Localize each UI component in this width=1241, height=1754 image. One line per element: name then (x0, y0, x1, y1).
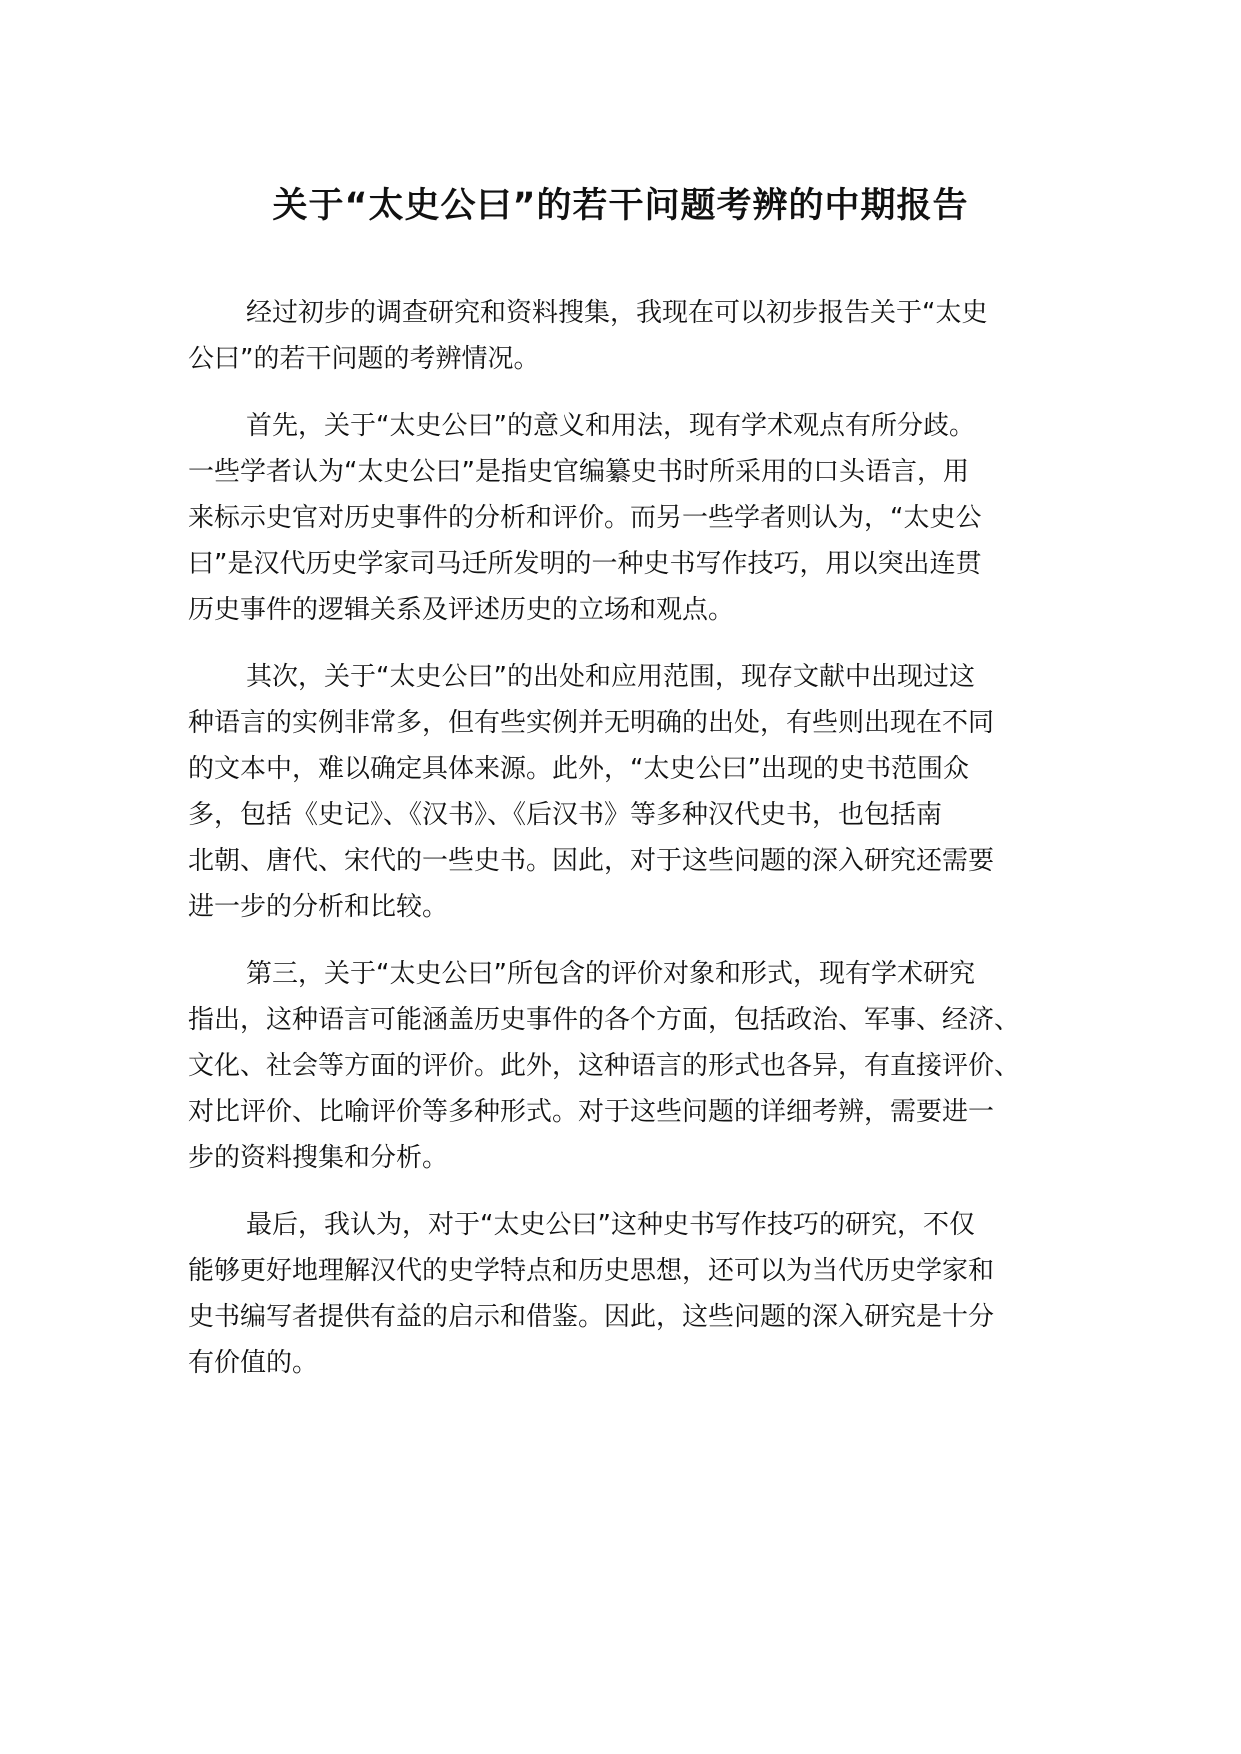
document-body (188, 290, 1076, 1407)
paragraph-line: 最后，我认为，对于“太史公曰”这种史书写作技巧的研究，不仅 (246, 1210, 975, 1240)
paragraph-line: 历史事件的逻辑关系及评述历史的立场和观点。 (188, 595, 735, 625)
document-title: 关于“太史公曰”的若干问题考辨的中期报告 (272, 186, 969, 226)
paragraph-line: 来标示史官对历史事件的分析和评价。而另一些学者则认为，“太史公 (188, 503, 982, 533)
paragraph-5 (188, 1202, 1076, 1386)
paragraph-line: 能够更好地理解汉代的史学特点和历史思想，还可以为当代历史学家和 (188, 1256, 995, 1286)
paragraph-line: 一些学者认为“太史公曰”是指史官编纂史书时所采用的口头语言，用 (188, 457, 969, 487)
paragraph-line: 步的资料搜集和分析。 (188, 1143, 449, 1173)
paragraph-2 (188, 403, 1076, 633)
paragraph-1 (188, 290, 1076, 382)
paragraph-line: 进一步的分析和比较。 (188, 892, 449, 922)
paragraph-line: 其次，关于“太史公曰”的出处和应用范围，现存文献中出现过这 (246, 662, 975, 692)
paragraph-line: 曰”是汉代历史学家司马迁所发明的一种史书写作技巧，用以突出连贯 (188, 549, 982, 579)
paragraph-line: 多，包括《史记》、《汉书》、《后汉书》等多种汉代史书，也包括南 (188, 800, 943, 830)
paragraph-line: 公曰”的若干问题的考辨情况。 (188, 344, 540, 374)
paragraph-4 (188, 951, 1076, 1181)
paragraph-line: 有价值的。 (188, 1348, 319, 1378)
paragraph-line: 第三，关于“太史公曰”所包含的评价对象和形式，现有学术研究 (246, 959, 975, 989)
paragraph-line: 文化、社会等方面的评价。此外，这种语言的形式也各异，有直接评价、 (188, 1051, 1021, 1081)
paragraph-line: 北朝、唐代、宋代的一些史书。因此，对于这些问题的深入研究还需要 (188, 846, 995, 876)
paragraph-3 (188, 654, 1076, 930)
paragraph-line: 的文本中，难以确定具体来源。此外，“太史公曰”出现的史书范围众 (188, 754, 969, 784)
paragraph-line: 指出，这种语言可能涵盖历史事件的各个方面，包括政治、军事、经济、 (188, 1005, 1021, 1035)
paragraph-line: 对比评价、比喻评价等多种形式。对于这些问题的详细考辨，需要进一 (188, 1097, 995, 1127)
paragraph-line: 种语言的实例非常多，但有些实例并无明确的出处，有些则出现在不同 (188, 708, 995, 738)
paragraph-line: 史书编写者提供有益的启示和借鉴。因此，这些问题的深入研究是十分 (188, 1302, 995, 1332)
paragraph-line: 经过初步的调查研究和资料搜集，我现在可以初步报告关于“太史 (246, 298, 988, 328)
paragraph-line: 首先，关于“太史公曰”的意义和用法，现有学术观点有所分歧。 (246, 411, 975, 441)
